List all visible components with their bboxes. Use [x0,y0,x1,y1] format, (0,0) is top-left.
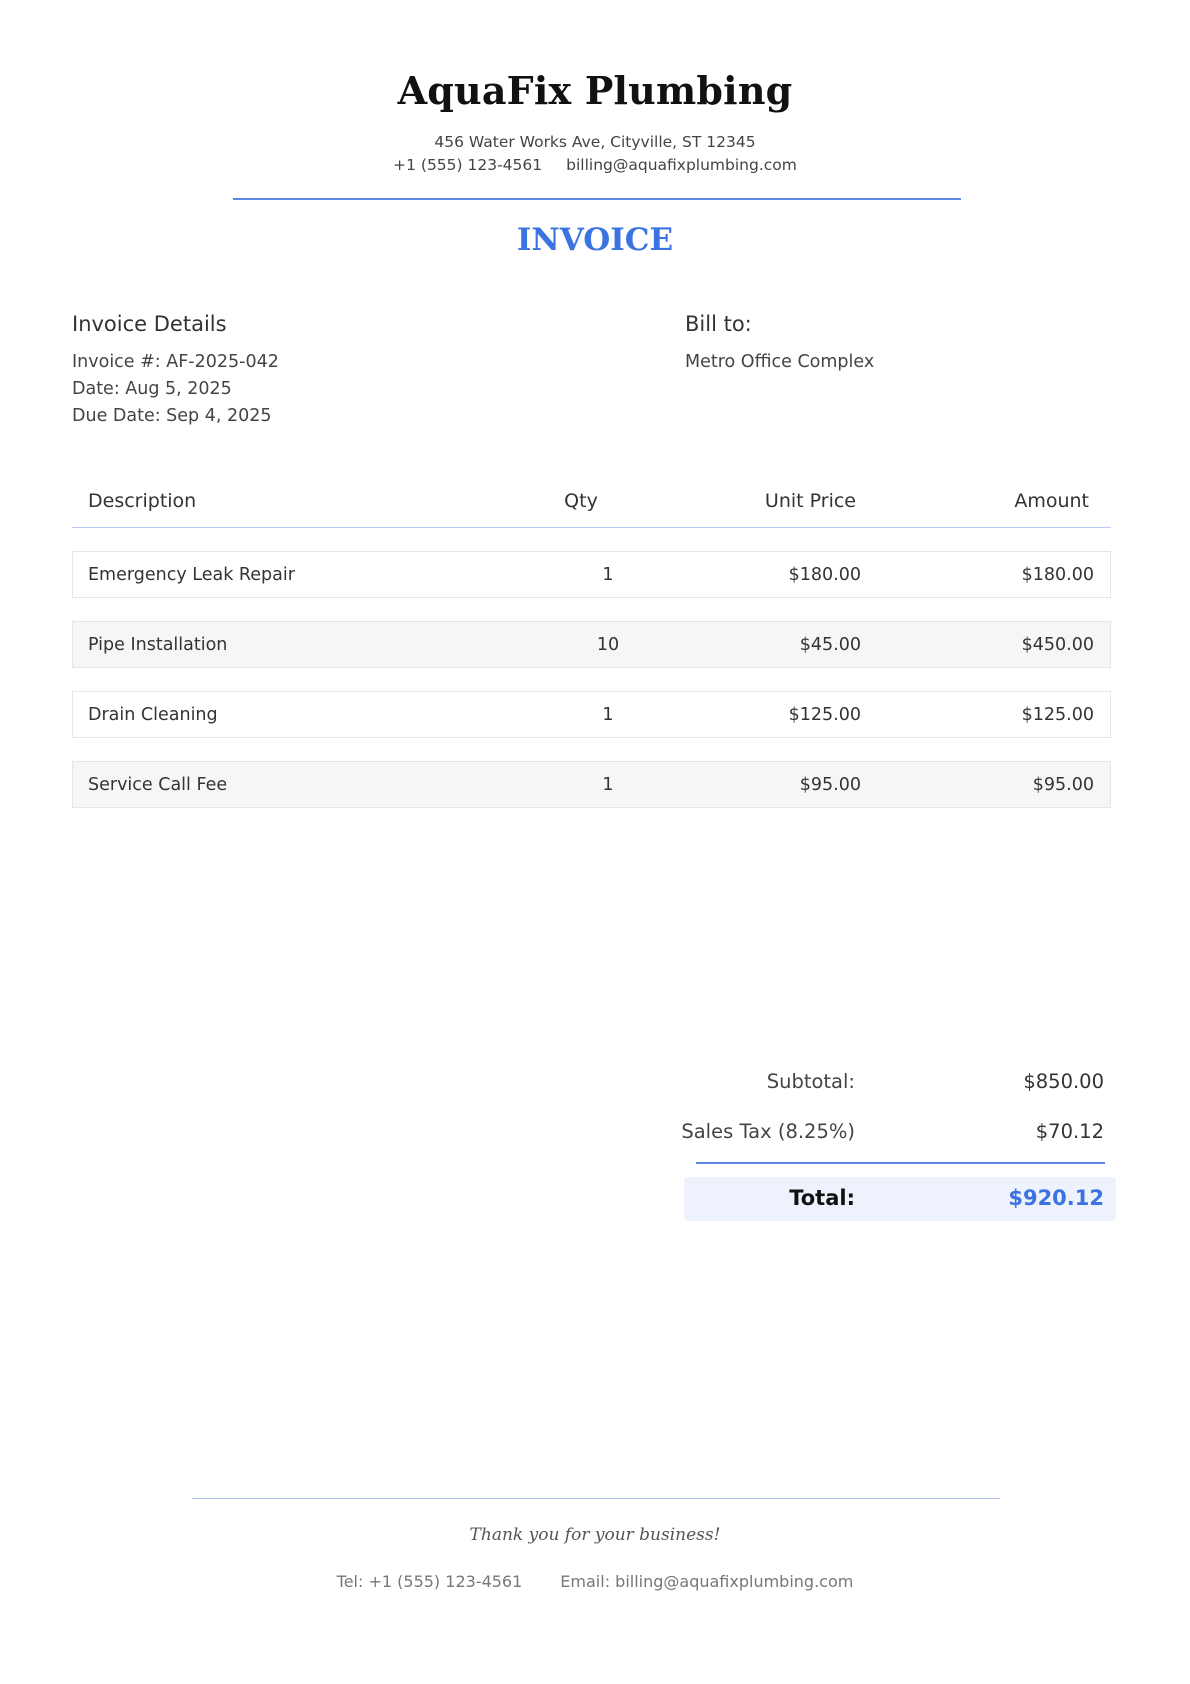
subtotal-value: $850.00 [1023,1070,1104,1093]
row-unit-price: $95.00 [799,775,861,795]
tax-value: $70.12 [1035,1120,1104,1143]
table-row [72,691,1111,738]
row-unit-price: $125.00 [788,705,861,725]
row-amount: $180.00 [1021,565,1094,585]
row-unit-price: $45.00 [799,635,861,655]
row-qty: 1 [602,705,614,725]
footer-email: Email: billing@aquafixplumbing.com [560,1572,854,1591]
row-description: Pipe Installation [88,635,228,655]
company-address: 456 Water Works Ave, Cityville, ST 12345 [434,133,756,151]
row-description: Emergency Leak Repair [88,565,295,585]
footer-tel: Tel: +1 (555) 123-4561 [336,1572,523,1591]
invoice-date: Date: Aug 5, 2025 [72,379,232,399]
table-row [72,621,1111,668]
row-amount: $450.00 [1021,635,1094,655]
company-email: billing@aquafixplumbing.com [566,156,797,174]
total-value: $920.12 [1008,1186,1104,1210]
bill-to-heading: Bill to: [685,312,752,336]
table-row [72,761,1111,808]
bill-to-name: Metro Office Complex [685,352,875,372]
subtotal-label: Subtotal: [766,1070,855,1093]
column-header-qty: Qty [564,490,598,512]
thank-you-note: Thank you for your business! [469,1525,721,1545]
row-qty: 1 [602,565,614,585]
invoice-title: INVOICE [516,222,674,258]
table-row [72,551,1111,598]
row-description: Drain Cleaning [88,705,218,725]
invoice-due-date: Due Date: Sep 4, 2025 [72,406,272,426]
row-qty: 1 [602,775,614,795]
tax-label: Sales Tax (8.25%) [681,1120,855,1143]
row-unit-price: $180.00 [788,565,861,585]
row-description: Service Call Fee [88,775,228,795]
footer-contacts [0,1572,1190,1591]
company-phone: +1 (555) 123-4561 [393,156,543,174]
total-label: Total: [789,1186,855,1210]
invoice-details-heading: Invoice Details [72,312,227,336]
row-amount: $95.00 [1032,775,1094,795]
table-header-divider [72,527,1111,528]
company-name: AquaFix Plumbing [397,68,793,113]
totals-divider [696,1162,1105,1164]
company-contact [0,156,1190,174]
column-header-amount: Amount [1014,490,1089,512]
row-amount: $125.00 [1021,705,1094,725]
invoice-number: Invoice #: AF-2025-042 [72,352,279,372]
column-header-unit-price: Unit Price [764,490,856,512]
footer-divider [192,1498,1000,1499]
row-qty: 10 [596,635,620,655]
header-divider [233,198,961,200]
column-header-description: Description [88,490,197,512]
